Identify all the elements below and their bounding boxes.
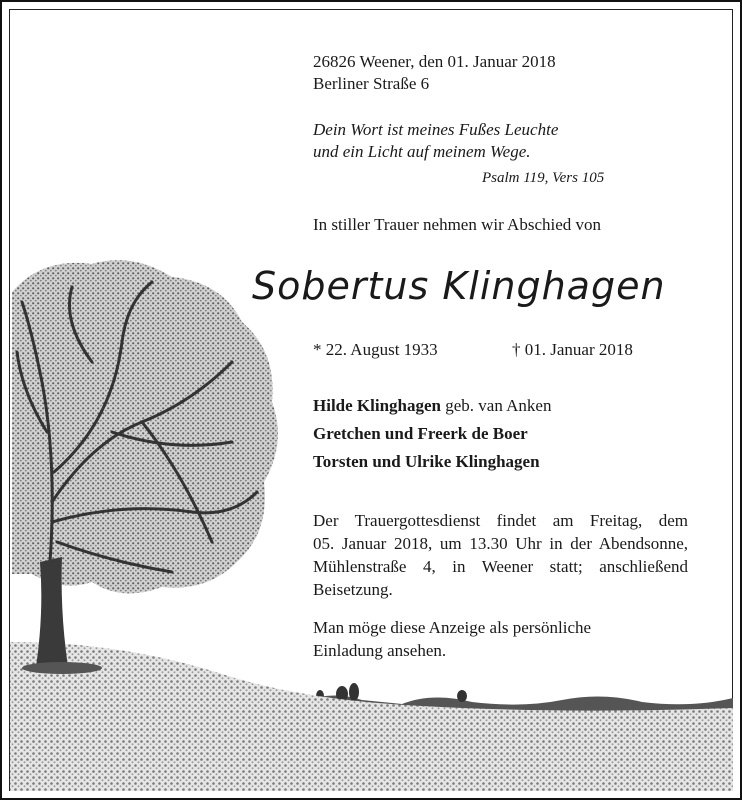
verse-reference: Psalm 119, Vers 105 — [482, 170, 605, 186]
address-line-1: 26826 Weener, den 01. Januar 2018 — [313, 52, 556, 71]
mourner-1 — [313, 395, 551, 417]
mourner-1-name: Hilde Klinghagen — [313, 396, 441, 415]
mourner-2: Gretchen und Freerk de Boer — [313, 424, 528, 443]
verse-line-2: und ein Licht auf meinem Wege. — [313, 142, 531, 161]
deceased-name: Sobertus Klinghagen — [252, 264, 666, 308]
service-line-2: 05. Januar 2018, um 13.30 Uhr in der Abendsonne, — [313, 534, 688, 553]
service-line-1: Der Trauergottesdienst findet am Freitag, dem — [313, 511, 688, 530]
service-line-4: Beisetzung. — [313, 580, 393, 599]
death-date: † 01. Januar 2018 — [512, 340, 633, 359]
invitation-line-2: Einladung ansehen. — [313, 641, 447, 660]
meadow — [10, 642, 733, 791]
intro-text: In stiller Trauer nehmen wir Abschied von — [313, 215, 602, 234]
verse-line-1: Dein Wort ist meines Fußes Leuchte — [313, 120, 559, 139]
invitation-line-1: Man möge diese Anzeige als persönliche — [313, 618, 592, 637]
mourner-3: Torsten und Ulrike Klinghagen — [313, 452, 540, 471]
birth-date: * 22. August 1933 — [313, 340, 438, 359]
mourner-1-suffix: geb. van Anken — [445, 396, 552, 415]
service-line-3: Mühlenstraße 4, in Weener statt; anschließend — [313, 557, 688, 576]
service-paragraph — [313, 509, 688, 601]
tree-shadow — [22, 662, 102, 674]
address-line-2: Berliner Straße 6 — [313, 74, 430, 93]
